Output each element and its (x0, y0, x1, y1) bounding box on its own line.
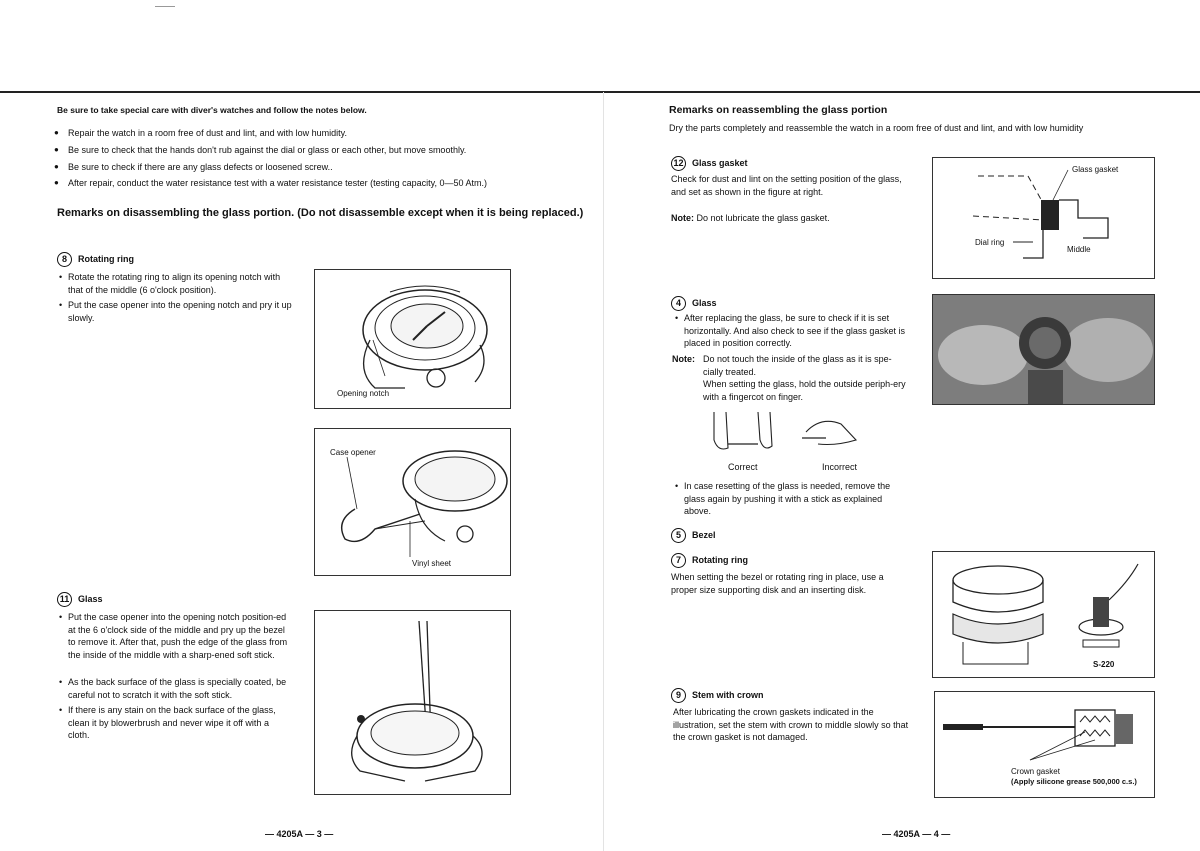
figure-label: Case opener (330, 448, 376, 457)
reassembly-intro: Dry the parts completely and reassemble the watch in a room free of dust and lint, and with low humidity (669, 123, 1084, 133)
step-number: 5 (671, 528, 686, 543)
fingercot-illustration (706, 410, 866, 460)
photo-illustration (933, 295, 1154, 404)
section-title: Rotating ring (692, 555, 748, 565)
figure-s220 (932, 551, 1155, 678)
figure-label: Opening notch (337, 389, 390, 398)
section-title: Glass (692, 298, 717, 308)
gasket-note (671, 212, 830, 225)
page-fold (603, 92, 604, 851)
page-top-rule (0, 91, 1200, 93)
bullet-item: ● Repair the watch in a room free of dust and lint, and with low humidity. (68, 128, 347, 138)
section-title: Bezel (692, 530, 716, 540)
step-text: • Put the case opener into the opening notch and pry it up slowly. (68, 299, 296, 324)
glass-removal-illustration (315, 611, 510, 794)
step-number: 11 (57, 592, 72, 607)
section-title: Glass (78, 594, 103, 604)
rotating-ring-text: When setting the bezel or rotating ring in place, use a proper size supporting disk and an inserting disk. (671, 572, 884, 595)
step-text: • After replacing the glass, be sure to check if it is set horizontally. And also check to see if the glass gasket is placed in position correctly. (684, 312, 908, 350)
section-title: Glass gasket (692, 158, 748, 168)
step-text: • If there is any stain on the back surface of the glass, clean it by blowerbrush and never wipe it off with a cloth. (68, 704, 292, 742)
step-number: 9 (671, 688, 686, 703)
note-text: Do not touch the inside of the glass as it is spe-cially treated. (703, 354, 892, 377)
note-text: When setting the glass, hold the outside periph-ery with a fingercot on finger. (703, 379, 906, 402)
figure-label: Crown gasket (1011, 767, 1060, 776)
disassembly-heading: Remarks on disassembling the glass portion. (Do not disassemble except when it is being replaced.) (57, 207, 584, 219)
note-label: Note: (671, 213, 694, 223)
photo-setting-glass (932, 294, 1155, 405)
figure-opening-notch (314, 269, 511, 409)
section-heading-bezel (671, 527, 716, 543)
step-text: • As the back surface of the glass is specially coated, be careful not to scratch it with the soft stick. (68, 676, 292, 701)
figure-case-opener (314, 428, 511, 576)
section-heading-stem (671, 687, 764, 703)
step-text: • Rotate the rotating ring to align its opening notch with that of the middle (6 o'clock position). (68, 271, 296, 296)
page-folio-left: — 4205A — 3 — (265, 829, 334, 839)
section-heading-glass (671, 295, 717, 311)
watch-illustration (315, 270, 510, 408)
step-number: 4 (671, 296, 686, 311)
gasket-text: Check for dust and lint on the setting position of the glass, and set as shown in the figure at right. (671, 174, 902, 197)
note-label: Note: (672, 354, 695, 364)
figure-label: (Apply silicone grease 500,000 c.s.) (1011, 777, 1137, 786)
bullet-item: ● Be sure to check that the hands don't rub against the dial or glass or each other, but move smoothly. (68, 145, 466, 155)
figure-glass-gasket (932, 157, 1155, 279)
figure-label: Vinyl sheet (412, 559, 451, 568)
correct-label: Correct (728, 462, 758, 472)
step-text: • Put the case opener into the opening notch position-ed at the 6 o'clock side of the middle and pry up the bezel to remove it. After that, push the edge of the glass from the inside of the middle with a sharp-ened soft stick. (68, 611, 292, 661)
note-text: Do not lubricate the glass gasket. (696, 213, 830, 223)
figure-glass-removal (314, 610, 511, 795)
page-folio-right: — 4205A — 4 — (882, 829, 951, 839)
incorrect-label: Incorrect (822, 462, 858, 472)
section-title: Stem with crown (692, 690, 764, 700)
step-text: • In case resetting of the glass is needed, remove the glass again by pushing it with a stick as explained above. (684, 480, 908, 518)
section-heading-rotating-ring (57, 251, 134, 267)
section-heading-glass (57, 591, 103, 607)
bullet-item: ● Be sure to check if there are any glass defects or loosened screw.. (68, 162, 333, 172)
step-number: 12 (671, 156, 686, 171)
stem-text: After lubricating the crown gaskets indicated in the illustration, set the stem with crown to middle slowly so that the crown gasket is not damaged. (673, 707, 909, 742)
step-number: 8 (57, 252, 72, 267)
figure-label: Dial ring (975, 238, 1005, 247)
step-number: 7 (671, 553, 686, 568)
section-heading-rotating-ring (671, 552, 748, 568)
section-title: Rotating ring (78, 254, 134, 264)
figure-label: Middle (1067, 245, 1091, 254)
left-intro: Be sure to take special care with diver's watches and follow the notes below. (57, 105, 367, 115)
gasket-cross-section (933, 158, 1154, 278)
bullet-item: ● After repair, conduct the water resistance test with a water resistance tester (testing capacity, 0—50 Atm.) (68, 178, 487, 188)
inserting-disk-illustration (933, 552, 1154, 677)
scan-mark (155, 6, 175, 7)
reassembly-heading: Remarks on reassembling the glass portion (669, 104, 888, 116)
figure-label: S-220 (1093, 660, 1115, 669)
figure-label: Glass gasket (1072, 165, 1119, 174)
figure-stem-crown (934, 691, 1155, 798)
section-heading-glass-gasket (671, 155, 748, 171)
